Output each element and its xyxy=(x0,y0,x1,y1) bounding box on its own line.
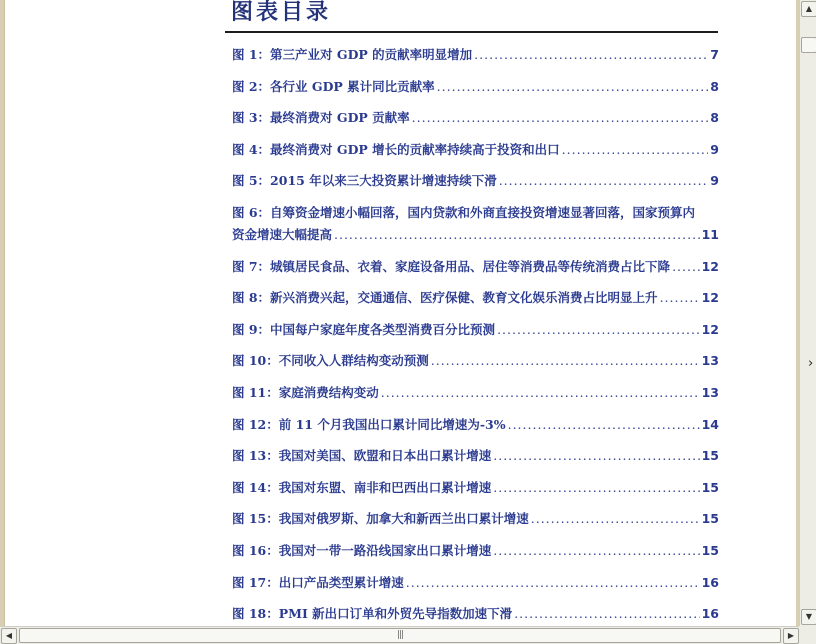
toc-entry[interactable] xyxy=(232,445,719,467)
toc-list xyxy=(232,44,719,626)
toc-entry[interactable] xyxy=(232,107,719,129)
toc-entry-page: 14 xyxy=(701,416,719,432)
toc-entry[interactable] xyxy=(232,76,719,98)
toc-entry[interactable] xyxy=(232,287,719,309)
toc-entry-page: 15 xyxy=(701,542,719,558)
document-page xyxy=(5,0,796,626)
horizontal-scrollbar[interactable] xyxy=(0,626,816,644)
scroll-left-button[interactable] xyxy=(1,628,17,644)
toc-entry[interactable] xyxy=(232,139,719,161)
toc-entry[interactable] xyxy=(232,202,719,246)
toc-entry-page: 7 xyxy=(710,47,719,62)
toc-entry-label: 图 7：城镇居民食品、衣着、家庭设备用品、居住等消费品等传统消费占比下降 xyxy=(232,258,671,274)
toc-entry-label-continued: 资金增速大幅提高 xyxy=(232,226,333,242)
toc-entry-page: 11 xyxy=(701,226,719,242)
toc-entry-page: 9 xyxy=(710,173,719,189)
toc-entry[interactable] xyxy=(232,44,719,66)
chevron-right-icon: › xyxy=(808,356,814,371)
toc-entry-page: 8 xyxy=(710,78,719,94)
toc-entry-page: 13 xyxy=(701,353,719,369)
toc-entry-page: 12 xyxy=(701,290,719,306)
toc-entry-label: 图 11：家庭消费结构变动 xyxy=(232,384,379,400)
toc-entry[interactable] xyxy=(232,572,719,594)
toc-entry[interactable] xyxy=(232,382,719,404)
toc-entry[interactable] xyxy=(232,477,719,499)
toc-entry[interactable] xyxy=(232,256,719,278)
toc-entry-page: 12 xyxy=(701,321,719,337)
toc-entry-label: 图 16：我国对一带一路沿线国家出口累计增速 xyxy=(232,542,492,558)
scroll-right-button[interactable] xyxy=(783,628,799,644)
scrollbar-corner xyxy=(799,626,816,643)
toc-entry-page: 15 xyxy=(701,448,719,464)
toc-entry-label: 图 4：最终消费对 GDP 增长的贡献率持续高于投资和出口 xyxy=(232,141,560,157)
vertical-scrollbar[interactable] xyxy=(799,0,816,626)
toc-entry-label: 图 13：我国对美国、欧盟和日本出口累计增速 xyxy=(232,448,492,464)
toc-entry-label: 图 9：中国每户家庭年度各类型消费百分比预测 xyxy=(232,321,496,337)
toc-entry[interactable] xyxy=(232,603,719,625)
toc-entry[interactable] xyxy=(232,350,719,372)
toc-entry-page: 8 xyxy=(710,110,719,126)
toc-entry-page: 16 xyxy=(701,574,719,590)
toc-entry-label: 图 14：我国对东盟、南非和巴西出口累计增速 xyxy=(232,479,492,495)
toc-entry-label: 图 3：最终消费对 GDP 贡献率 xyxy=(232,110,410,126)
toc-entry-label: 图 2：各行业 GDP 累计同比贡献率 xyxy=(232,78,435,94)
toc-entry-label: 图 6：自筹资金增速小幅回落，国内贷款和外商直接投资增速显著回落，国家预算内 xyxy=(232,204,696,220)
toc-entry-page: 15 xyxy=(701,479,719,495)
toc-title: 图表目录 xyxy=(231,0,332,25)
toc-entry-page: 9 xyxy=(710,141,719,157)
toc-entry[interactable] xyxy=(232,319,719,341)
toc-entry-page: 15 xyxy=(701,511,719,527)
toc-entry[interactable] xyxy=(232,540,719,562)
horizontal-scroll-thumb[interactable] xyxy=(19,628,781,643)
toc-entry-label: 图 15：我国对俄罗斯、加拿大和新西兰出口累计增速 xyxy=(232,511,529,527)
title-rule xyxy=(225,31,718,33)
toc-entry-label: 图 1：第三产业对 GDP 的贡献率明显增加 xyxy=(232,47,473,62)
vertical-scroll-thumb[interactable] xyxy=(801,37,816,53)
toc-entry-label: 图 17：出口产品类型累计增速 xyxy=(232,574,404,590)
scroll-down-button[interactable] xyxy=(801,609,816,625)
toc-entry-label: 图 5：2015 年以来三大投资累计增速持续下滑 xyxy=(232,173,497,189)
toc-entry-label: 图 18：PMI 新出口订单和外贸先导指数加速下滑 xyxy=(232,606,513,622)
toc-entry-label: 图 10：不同收入人群结构变动预测 xyxy=(232,353,429,369)
arrow-down-icon: ▼ xyxy=(805,612,813,621)
arrow-left-icon: ◀ xyxy=(5,631,13,640)
toc-entry-label: 图 8：新兴消费兴起，交通通信、医疗保健、教育文化娱乐消费占比明显上升 xyxy=(232,290,658,306)
grip-icon: ||| xyxy=(396,630,404,640)
toc-entry[interactable] xyxy=(232,508,719,530)
toc-entry-page: 12 xyxy=(701,258,719,274)
toc-entry-page: 13 xyxy=(701,384,719,400)
toc-entry[interactable] xyxy=(232,170,719,192)
toc-entry-label: 图 12：前 11 个月我国出口累计同比增速为-3% xyxy=(232,416,506,432)
arrow-up-icon: ▲ xyxy=(805,4,813,13)
toc-entry[interactable] xyxy=(232,414,719,436)
arrow-right-icon: ▶ xyxy=(787,631,795,640)
scroll-up-button[interactable] xyxy=(801,1,816,17)
toc-entry-page: 16 xyxy=(701,606,719,622)
